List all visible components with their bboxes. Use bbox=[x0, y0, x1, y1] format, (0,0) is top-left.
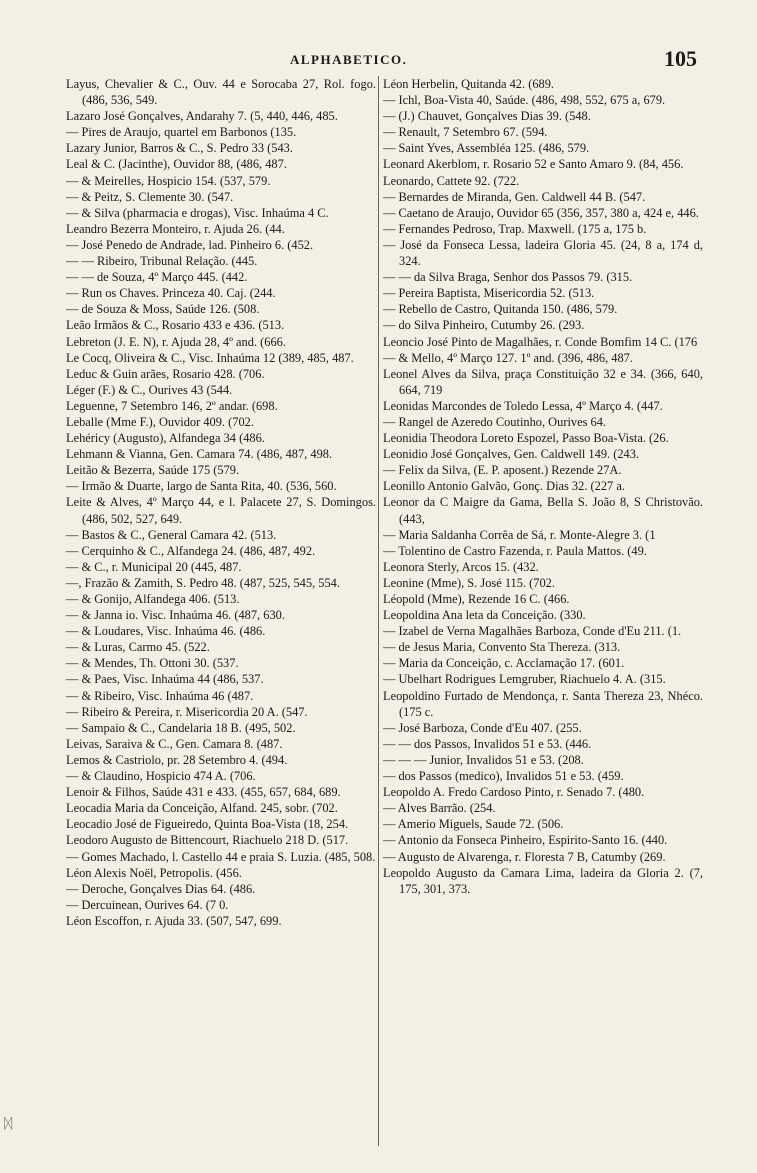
directory-entry: —, Frazão & Zamith, S. Pedro 48. (487, 525, 545, 554. bbox=[66, 575, 340, 590]
directory-entry: Leopoldino Furtado de Mendonça, r. Santa Thereza 23, Nhéco. (175 c. bbox=[383, 688, 703, 719]
directory-entry: Lehéricy (Augusto), Alfandega 34 (486. bbox=[66, 431, 265, 446]
directory-entry: Leonidio José Gonçalves, Gen. Caldwell 149. (243. bbox=[383, 447, 640, 462]
directory-entry: Leocadia Maria da Conceição, Alfand. 245, sobr. (702. bbox=[66, 801, 338, 816]
directory-entry: Léger (F.) & C., Ourives 43 (544. bbox=[66, 382, 233, 397]
directory-entry: — & Claudino, Hospicio 474 A. (706. bbox=[66, 769, 256, 784]
corner-mark: ᛞ bbox=[4, 1117, 13, 1132]
directory-entry: — (J.) Chauvet, Gonçalves Dias 39. (548. bbox=[383, 109, 591, 124]
directory-entry: — & Gonijo, Alfandega 406. (513. bbox=[66, 592, 240, 606]
directory-entry: — & Mendes, Th. Ottoni 30. (537. bbox=[66, 656, 239, 671]
directory-entry: — Felix da Silva, (E. P. aposent.) Rezende 27A. bbox=[383, 463, 622, 478]
directory-entry: Leonidia Theodora Loreto Espozel, Passo Boa-Vista. (26. bbox=[383, 431, 669, 446]
directory-entry: — Dercuinean, Ourives 64. (7 0. bbox=[66, 897, 229, 912]
directory-entry: — do Silva Pinheiro, Cutumby 26. (293. bbox=[383, 318, 585, 333]
directory-entry: Leodoro Augusto de Bittencourt, Riachuelo 218 D. (517. bbox=[66, 833, 349, 848]
directory-entry: — & C., r. Municipal 20 (445, 487. bbox=[66, 559, 242, 574]
directory-entry: Leduc & Guin arães, Rosario 428. (706. bbox=[66, 366, 265, 381]
directory-entry: Léon Herbelin, Quitanda 42. (689. bbox=[383, 77, 555, 91]
directory-entry: Leonine (Mme), S. José 115. (702. bbox=[383, 575, 555, 590]
directory-entry: — & Peitz, S. Clemente 30. (547. bbox=[66, 189, 234, 204]
directory-entry: — Maria Saldanha Corrêa de Sá, r. Monte-Alegre 3. (1 bbox=[383, 527, 656, 542]
directory-entry: Leivas, Saraiva & C., Gen. Camara 8. (487. bbox=[66, 736, 283, 751]
directory-entry: Leandro Bezerra Monteiro, r. Ajuda 26. (44. bbox=[66, 221, 285, 236]
directory-entry: — Caetano de Araujo, Ouvidor 65 (356, 357, 380 a, 424 e, 446. bbox=[383, 205, 699, 220]
running-head bbox=[0, 46, 757, 74]
directory-entry: — Gomes Machado, l. Castello 44 e praia S. Luzia. (485, 508. bbox=[66, 849, 376, 864]
directory-entry: — Augusto de Alvarenga, r. Floresta 7 B, Catumby (269. bbox=[383, 849, 666, 864]
directory-entry: — José Penedo de Andrade, lad. Pinheiro 6. (452. bbox=[66, 237, 314, 252]
directory-entry: Leopoldo A. Fredo Cardoso Pinto, r. Senado 7. (480. bbox=[383, 785, 645, 800]
directory-entry: — — — Junior, Invalidos 51 e 53. (208. bbox=[383, 752, 584, 767]
directory-entry: — de Souza & Moss, Saúde 126. (508. bbox=[66, 302, 260, 317]
directory-entry: — dos Passos (medico), Invalidos 51 e 53. (459. bbox=[383, 769, 624, 784]
directory-entry: — — Ribeiro, Tribunal Relação. (445. bbox=[66, 254, 258, 269]
directory-entry: Leonora Sterly, Arcos 15. (432. bbox=[383, 559, 539, 574]
directory-entry: — Rangel de Azeredo Coutinho, Ourives 64. bbox=[383, 414, 606, 429]
directory-entry: Léon Escoffon, r. Ajuda 33. (507, 547, 699. bbox=[66, 913, 282, 928]
directory-entry: — & Paes, Visc. Inhaúma 44 (486, 537. bbox=[66, 672, 264, 687]
directory-entry: — Pereira Baptista, Misericordia 52. (513. bbox=[383, 286, 595, 301]
directory-entry: Leonillo Antonio Galvão, Gonç. Dias 32. (227 a. bbox=[383, 479, 625, 494]
directory-entry: Leonard Akerblom, r. Rosario 52 e Santo Amaro 9. (84, 456. bbox=[383, 157, 684, 172]
directory-entry: Le Cocq, Oliveira & C., Visc. Inhaúma 12 (389, 485, 487. bbox=[66, 350, 354, 365]
directory-entry: — — dos Passos, Invalidos 51 e 53. (446. bbox=[383, 736, 592, 751]
page-title: ALPHABETICO. bbox=[290, 52, 408, 67]
directory-entry: Leonor da C Maigre da Gama, Bella S. João 8, S Christovão. (443, bbox=[383, 495, 703, 526]
directory-entry: Léon Alexis Noël, Petropolis. (456. bbox=[66, 865, 242, 880]
directory-entry: — Pires de Araujo, quartel em Barbonos (135. bbox=[66, 125, 297, 140]
directory-entry: — & Mello, 4º Março 127. 1º and. (396, 486, 487. bbox=[383, 350, 633, 365]
directory-entry: — Fernandes Pedroso, Trap. Maxwell. (175 a, 175 b. bbox=[383, 221, 647, 236]
directory-entry: Leonidas Marcondes de Toledo Lessa, 4º Março 4. (447. bbox=[383, 398, 663, 413]
directory-entry: Leopoldo Augusto da Camara Lima, ladeira da Gloria 2. (7, 175, 301, 373. bbox=[383, 865, 703, 896]
directory-entry: — Antonio da Fonseca Pinheiro, Espirito-Santo 16. (440. bbox=[383, 833, 668, 848]
directory-entry: — — de Souza, 4º Março 445. (442. bbox=[66, 270, 248, 285]
directory-entry: — Alves Barrão. (254. bbox=[383, 801, 496, 816]
directory-entry: Léopold (Mme), Rezende 16 C. (466. bbox=[383, 592, 570, 606]
directory-entry: — Run os Chaves. Princeza 40. Caj. (244. bbox=[66, 286, 276, 301]
directory-entry: — — da Silva Braga, Senhor dos Passos 79. (315. bbox=[383, 270, 633, 285]
directory-entry: — Cerquinho & C., Alfandega 24. (486, 487, 492. bbox=[66, 543, 316, 558]
directory-entry: — Ubelhart Rodrigues Lemgruber, Riachuelo 4. A. (315. bbox=[383, 672, 666, 687]
left-column bbox=[66, 76, 376, 1146]
directory-entry: Leal & C. (Jacinthe), Ouvidor 88, (486, 487. bbox=[66, 157, 287, 172]
directory-entry: Leballe (Mme F.), Ouvidor 409. (702. bbox=[66, 414, 254, 429]
directory-entry: — de Jesus Maria, Convento Sta Thereza. (313. bbox=[383, 640, 621, 655]
directory-entry: Leopoldina Ana leta da Conceição. (330. bbox=[383, 608, 586, 623]
directory-entry: Lazaro José Gonçalves, Andarahy 7. (5, 440, 446, 485. bbox=[66, 109, 338, 124]
right-column bbox=[378, 76, 703, 1146]
directory-entry: — Izabel de Verna Magalhães Barboza, Conde d'Eu 211. (1. bbox=[383, 624, 682, 639]
directory-entry: Lenoir & Filhos, Saúde 431 e 433. (455, 657, 684, 689. bbox=[66, 785, 341, 800]
directory-entry: Lehmann & Vianna, Gen. Camara 74. (486, 487, 498. bbox=[66, 447, 333, 462]
directory-entry: — Tolentino de Castro Fazenda, r. Paula Mattos. (49. bbox=[383, 543, 647, 558]
directory-entry: — & Loudares, Visc. Inhaúma 46. (486. bbox=[66, 624, 266, 639]
directory-entry: — Deroche, Gonçalves Dias 64. (486. bbox=[66, 881, 256, 896]
directory-entry: — Amerio Miguels, Saude 72. (506. bbox=[383, 817, 564, 832]
page-number: 105 bbox=[664, 46, 697, 71]
directory-entry: — Renault, 7 Setembro 67. (594. bbox=[383, 125, 548, 140]
directory-entry: Leão Irmãos & C., Rosario 433 e 436. (513. bbox=[66, 318, 285, 333]
directory-entry: Layus, Chevalier & C., Ouv. 44 e Sorocaba 27, Rol. fogo. (486, 536, 549. bbox=[66, 77, 376, 108]
directory-entry: — Ribeiro & Pereira, r. Misericordia 20 A. (547. bbox=[66, 704, 308, 719]
directory-entry: — & Meirelles, Hospicio 154. (537, 579. bbox=[66, 173, 271, 188]
directory-entry: Leitão & Bezerra, Saúde 175 (579. bbox=[66, 463, 240, 478]
directory-entry: — Maria da Conceição, c. Acclamação 17. (601. bbox=[383, 656, 625, 671]
directory-entry: — José Barboza, Conde d'Eu 407. (255. bbox=[383, 720, 582, 735]
directory-entry: Leonel Alves da Silva, praça Constituição 32 e 34. (366, 640, 664, 719 bbox=[383, 366, 703, 397]
directory-entry: — Ichl, Boa-Vista 40, Saúde. (486, 498, 552, 675 a, 679. bbox=[383, 93, 666, 108]
directory-entry: — Sampaio & C., Candelaria 18 B. (495, 502. bbox=[66, 720, 296, 735]
directory-entry: Lazary Junior, Barros & C., S. Pedro 33 (543. bbox=[66, 141, 293, 156]
directory-entry: — & Silva (pharmacia e drogas), Visc. Inhaúma 4 C. bbox=[66, 205, 329, 220]
directory-entry: — & Luras, Carmo 45. (522. bbox=[66, 640, 210, 655]
directory-entry: — Rebello de Castro, Quitanda 150. (486, 579. bbox=[383, 302, 618, 317]
directory-entry: Leocadio José de Figueiredo, Quinta Boa-Vista (18, 254. bbox=[66, 817, 349, 832]
directory-entry: Leguenne, 7 Setembro 146, 2º andar. (698. bbox=[66, 398, 278, 413]
directory-entry: — Bastos & C., General Camara 42. (513. bbox=[66, 527, 277, 542]
directory-entry: — Irmão & Duarte, largo de Santa Rita, 40. (536, 560. bbox=[66, 479, 337, 494]
directory-entry: — José da Fonseca Lessa, ladeira Gloria 45. (24, 8 a, 174 d, 324. bbox=[383, 237, 703, 269]
directory-entry: Lemos & Castriolo, pr. 28 Setembro 4. (494. bbox=[66, 752, 288, 767]
directory-entry: Lebreton (J. E. N), r. Ajuda 28, 4º and. (666. bbox=[66, 334, 286, 349]
directory-entry: — Saint Yves, Assembléa 125. (486, 579. bbox=[383, 141, 590, 156]
directory-entry: — Bernardes de Miranda, Gen. Caldwell 44 B. (547. bbox=[383, 189, 646, 204]
directory-entry: Leoncio José Pinto de Magalhães, r. Conde Bomfim 14 C. (176 bbox=[383, 334, 698, 349]
directory-entry: Leonardo, Cattete 92. (722. bbox=[383, 173, 520, 188]
directory-entry: — & Janna io. Visc. Inhaúma 46. (487, 630. bbox=[66, 608, 285, 623]
directory-entry: — & Ribeiro, Visc. Inhaúma 46 (487. bbox=[66, 688, 254, 703]
directory-entry: Leite & Alves, 4º Março 44, e l. Palacete 27, S. Domingos. (486, 502, 527, 649. bbox=[66, 495, 376, 526]
